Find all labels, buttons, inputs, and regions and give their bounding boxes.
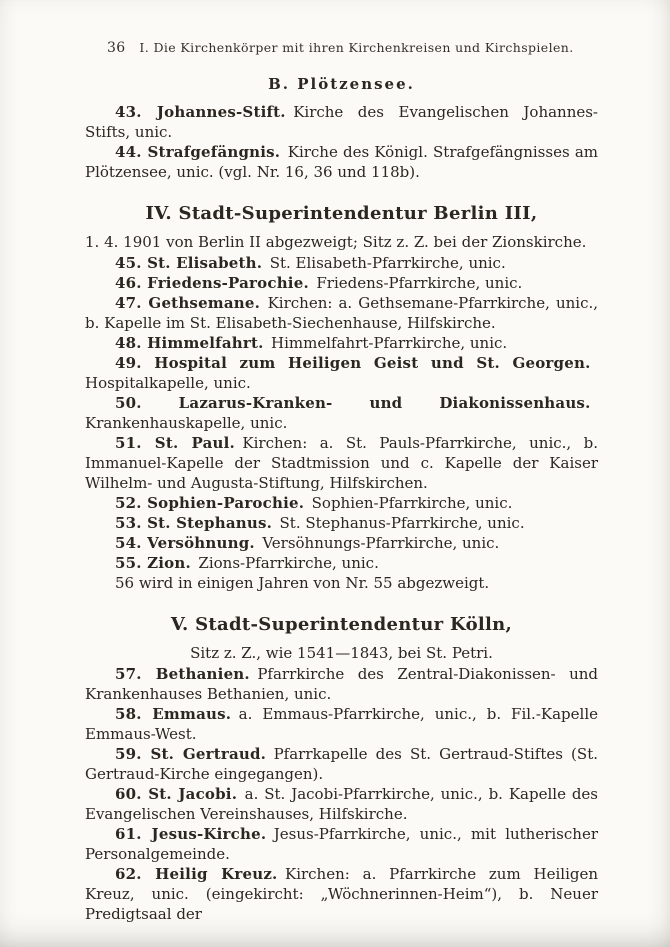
section-heading: B. Plötzensee. xyxy=(268,75,415,93)
entry-number-and-name: 59. St. Gertraud. xyxy=(115,745,267,763)
entry-paragraph: 51. St. Paul. Kirchen: a. St. Pauls-Pfarrkirche, unic., b. Immanuel-Kapelle der Stadtmission und c. Kapelle der Kaiser Wilhelm- und Augusta-Stiftung, Hilfskirchen. xyxy=(85,434,599,492)
entry-number-and-name: 62. Heilig Kreuz. xyxy=(115,865,278,883)
entry-number-and-name: 51. St. Paul. xyxy=(115,434,235,452)
entry-number-and-name: 60. St. Jacobi. xyxy=(115,785,238,803)
entry-paragraph: 49. Hospital zum Heiligen Geist und St. Georgen. Hospitalkapelle, unic. xyxy=(85,354,598,392)
section-heading: IV. Stadt-Superintendentur Berlin III, xyxy=(145,203,538,224)
entry-number-and-name: 52. Sophien-Parochie. xyxy=(115,494,305,512)
entry-number-and-name: 46. Friedens-Parochie. xyxy=(115,274,309,292)
entry-paragraph: 50. Lazarus-Kranken- und Diakonissenhaus. Krankenhauskapelle, unic. xyxy=(85,394,598,432)
entry-number-and-name: 53. St. Stephanus. xyxy=(115,514,273,532)
entry-number-and-name: 61. Jesus-Kirche. xyxy=(115,825,267,843)
entry-paragraph: 57. Bethanien. Pfarrkirche des Zentral-Diakonissen- und Krankenhauses Bethanien, unic. xyxy=(85,665,598,703)
page-number: 36 xyxy=(107,40,126,56)
entry-paragraph: 46. Friedens-Parochie. Friedens-Pfarrkirche, unic. xyxy=(115,274,523,292)
section-intro: 1. 4. 1901 von Berlin II abgezweigt; Sitz z. Z. bei der Zionskirche. xyxy=(85,233,587,251)
entry-number-and-name: 50. Lazarus-Kranken- und Diakonissenhaus. xyxy=(115,394,591,412)
entry-paragraph: 60. St. Jacobi. a. St. Jacobi-Pfarrkirche, unic., b. Kapelle des Evangelischen Vereinshauses, Hilfskirche. xyxy=(85,785,599,823)
entry-number-and-name: 47. Gethsemane. xyxy=(115,294,261,312)
entry-number-and-name: 55. Zion. xyxy=(115,554,191,572)
entry-paragraph: 55. Zion. Zions-Pfarrkirche, unic. xyxy=(115,554,379,572)
entry-paragraph: 56 wird in einigen Jahren von Nr. 55 abgezweigt. xyxy=(115,574,490,592)
entry-number-and-name: 58. Emmaus. xyxy=(115,705,232,723)
section-intro: Sitz z. Z., wie 1541—1843, bei St. Petri. xyxy=(190,644,493,662)
entry-number-and-name: 43. Johannes-Stift. xyxy=(115,103,286,121)
entry-paragraph: 61. Jesus-Kirche. Jesus-Pfarrkirche, unic., mit lutherischer Personalgemeinde. xyxy=(85,825,598,863)
entry-number-and-name: 54. Versöhnung. xyxy=(115,534,255,552)
entry-number-and-name: 44. Strafgefängnis. xyxy=(115,143,281,161)
entry-paragraph: 48. Himmelfahrt. Himmelfahrt-Pfarrkirche, unic. xyxy=(115,334,508,352)
entry-number-and-name: 57. Bethanien. xyxy=(115,665,250,683)
entry-paragraph: 62. Heilig Kreuz. Kirchen: a. Pfarrkirche zum Heiligen Kreuz, unic. (eingekircht: „Wöchnerinnen-Heim“), b. Neuer Predigtsaal der xyxy=(85,865,599,923)
entry-number-and-name: 48. Himmelfahrt. xyxy=(115,334,264,352)
running-header-title: I. Die Kirchenkörper mit ihren Kirchenkreisen und Kirchspielen. xyxy=(139,40,574,55)
running-header xyxy=(85,40,598,58)
entry-paragraph: 58. Emmaus. a. Emmaus-Pfarrkirche, unic., b. Fil.-Kapelle Emmaus-West. xyxy=(85,705,598,743)
entry-paragraph: 45. St. Elisabeth. St. Elisabeth-Pfarrkirche, unic. xyxy=(115,254,506,272)
entry-paragraph: 43. Johannes-Stift. Kirche des Evangelischen Johannes-Stifts, unic. xyxy=(85,103,599,141)
entry-number-and-name: 49. Hospital zum Heiligen Geist und St. Georgen. xyxy=(115,354,591,372)
section-heading: V. Stadt-Superintendentur Kölln, xyxy=(170,614,513,635)
page-content xyxy=(85,74,598,924)
entry-number-and-name: 45. St. Elisabeth. xyxy=(115,254,263,272)
entry-paragraph: 53. St. Stephanus. St. Stephanus-Pfarrkirche, unic. xyxy=(115,514,525,532)
entry-paragraph: 44. Strafgefängnis. Kirche des Königl. Strafgefängnisses am Plötzensee, unic. (vgl. Nr. 16, 36 und 118b). xyxy=(85,143,598,181)
entry-paragraph: 47. Gethsemane. Kirchen: a. Gethsemane-Pfarrkirche, unic., b. Kapelle im St. Elisabeth-Siechenhause, Hilfskirche. xyxy=(85,294,598,332)
entry-paragraph: 54. Versöhnung. Versöhnungs-Pfarrkirche, unic. xyxy=(115,534,500,552)
entry-paragraph: 52. Sophien-Parochie. Sophien-Pfarrkirche, unic. xyxy=(115,494,513,512)
entry-paragraph: 59. St. Gertraud. Pfarrkapelle des St. Gertraud-Stiftes (St. Gertraud-Kirche eingegangen). xyxy=(85,745,598,783)
